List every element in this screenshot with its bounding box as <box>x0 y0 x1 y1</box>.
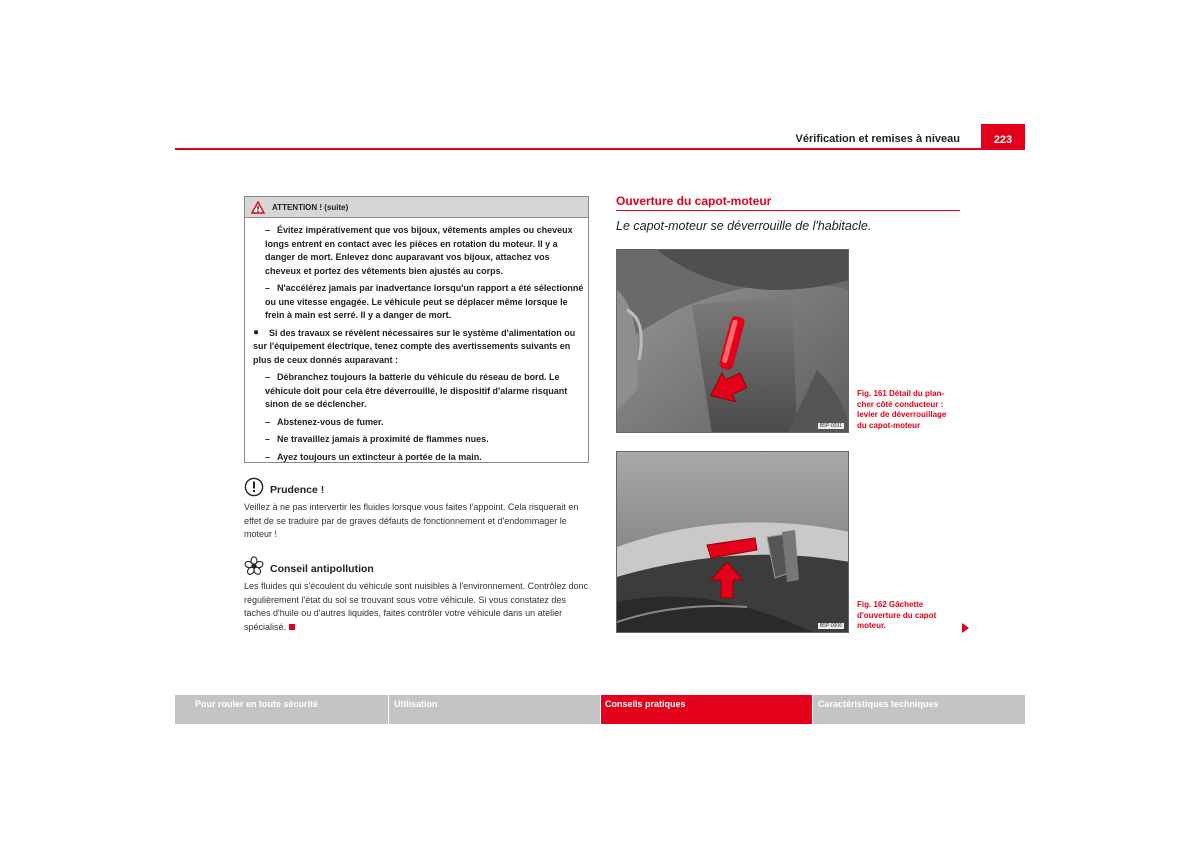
warning-item-text: N'accélérez jamais par inadvertance lorsqu'un rapport a été sélectionné ou une vitesse engagée. Le véhicule peut se déplacer même lorsque le frein à main est serré. Il y a danger de mort. <box>265 283 584 320</box>
warning-item-text: Évitez impérativement que vos bijoux, vêtements amples ou cheveux longs entrent en contact avec les pièces en rotation du moteur. Il y a danger de mort. Enlevez donc auparavant vos bijoux, attachez vos cheveux et portez des vêtements bien ajustés au corps. <box>265 225 573 276</box>
figure-code: B5P-0006 <box>819 623 842 629</box>
tab-conseils-pratiques[interactable]: Conseils pratiques <box>601 695 812 724</box>
warning-item-text: Débranchez toujours la batterie du véhicule du réseau de bord. Le véhicule doit pour cela être déverrouillé, le dispositif d'alarme risquant sinon de se déclencher. <box>265 372 568 409</box>
caution-note <box>244 477 589 542</box>
environment-note <box>244 556 589 634</box>
warning-item-text: Abstenez-vous de fumer. <box>277 416 384 427</box>
warning-title: ATTENTION ! (suite) <box>272 202 349 212</box>
figure-162-caption: Fig. 162 Gâchette d'ouverture du capot moteur. <box>857 600 937 630</box>
figure-161-caption: Fig. 161 Détail du plancher côté conducteur : levier de déverrouillage du capot-moteur <box>857 389 947 430</box>
warning-item-text: Ayez toujours un extincteur à portée de la main. <box>277 451 482 462</box>
page-number: 223 <box>981 124 1025 149</box>
figure-162-image <box>616 451 849 633</box>
hood-release-illustration <box>617 452 849 633</box>
section-rule <box>616 210 960 211</box>
section-title: Ouverture du capot-moteur <box>616 194 772 208</box>
tab-pour-rouler[interactable]: Pour rouler en toute sécurité <box>175 695 388 724</box>
warning-triangle-icon <box>251 201 265 214</box>
warning-bullet-item <box>249 327 584 368</box>
environment-text: Les fluides qui s'écoulent du véhicule sont nuisibles à l'environnement. Contrôlez donc régulièrement l'état du sol se trouvant sous votre véhicule. Si vous constatez des taches d'huile ou d'autres liquides, faites contrôler votre véhicule dans un atelier spécialisé. <box>244 581 589 632</box>
warning-item-text: Si des travaux se révèlent nécessaires sur le système d'alimentation ou sur l'équipement électrique, tenez compte des avertissements suivants en plus de ceux donnés auparavant : <box>253 327 576 365</box>
bullet-icon: ● <box>253 326 260 338</box>
driver-footwell-illustration <box>617 250 849 433</box>
warning-item: – N'accélérez jamais par inadvertance lorsqu'un rapport a été sélectionné ou une vitesse engagée. Le véhicule peut se déplacer même lorsque le frein à main est serré. Il y a danger de mort. <box>249 282 584 323</box>
caution-title: Prudence ! <box>270 484 325 496</box>
warning-box <box>244 196 589 463</box>
warning-body <box>245 218 588 464</box>
warning-item: – Débranchez toujours la batterie du véhicule du réseau de bord. Le véhicule doit pour cela être déverrouillé, le dispositif d'alarme risquant sinon de se déclencher. <box>249 371 584 412</box>
section-subtitle: Le capot-moteur se déverrouille de l'habitacle. <box>616 219 872 233</box>
warning-item: – Évitez impérativement que vos bijoux, vêtements amples ou cheveux longs entrent en contact avec les pièces en rotation du moteur. Il y a danger de mort. Enlevez donc auparavant vos bijoux, attachez vos cheveux et portez des vêtements bien ajustés au corps. <box>249 224 584 278</box>
chapter-tabs <box>175 695 1025 724</box>
next-page-arrow-icon <box>962 623 969 633</box>
end-marker-icon <box>289 624 295 630</box>
figure-code: B5P-0031 <box>819 423 842 429</box>
warning-item: – Ne travaillez jamais à proximité de flammes nues. <box>249 433 584 447</box>
tab-caracteristiques-techniques[interactable]: Caractéristiques techniques <box>813 695 1025 724</box>
figure-161-image <box>616 249 849 433</box>
warning-item-text: Ne travaillez jamais à proximité de flammes nues. <box>277 434 489 444</box>
environment-title: Conseil antipollution <box>270 563 374 575</box>
caution-exclamation-icon <box>244 477 264 497</box>
running-header-title: Vérification et remises à niveau <box>795 133 960 145</box>
warning-header <box>245 197 588 218</box>
warning-item: – Ayez toujours un extincteur à portée de la main. <box>249 451 584 465</box>
warning-item: – Abstenez-vous de fumer. <box>249 416 584 430</box>
tab-utilisation[interactable]: Utilisation <box>389 695 600 724</box>
caution-text: Veillez à ne pas intervertir les fluides lorsque vous faites l'appoint. Cela risquerait en effet de se traduire par de graves défauts de fonctionnement et d'endommager le moteur ! <box>244 502 579 539</box>
header-rule <box>175 148 1025 150</box>
flower-icon <box>244 556 264 576</box>
